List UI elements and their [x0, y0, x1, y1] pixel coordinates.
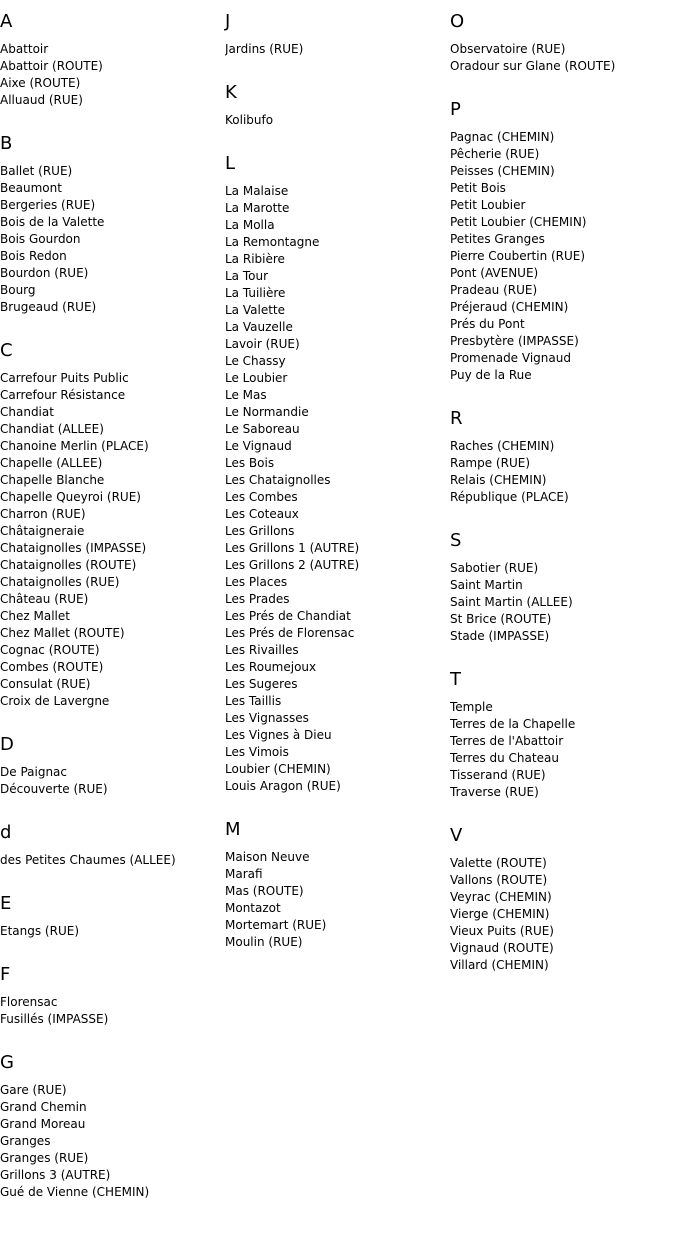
- street-name: La Tuilière: [225, 286, 286, 300]
- street-name: Gué de Vienne (CHEMIN): [0, 1185, 150, 1199]
- street-name: Bourg: [0, 283, 36, 297]
- street-name: Petites Granges: [450, 232, 545, 246]
- street-name: Le Vignaud: [225, 439, 292, 453]
- street-list: [225, 849, 450, 951]
- street-list: [0, 923, 225, 940]
- letter-group: [0, 822, 225, 869]
- street-name: Les Bois: [225, 456, 275, 470]
- street-name: Chapelle Queyroi (RUE): [0, 490, 141, 504]
- street-name: Chataignolles (RUE): [0, 575, 120, 589]
- street-list: [450, 699, 675, 801]
- street-name: La Remontagne: [225, 235, 320, 249]
- street-name: Les Chataignolles: [225, 473, 331, 487]
- street-name: Carrefour Puits Public: [0, 371, 129, 385]
- street-name: Les Roumejoux: [225, 660, 317, 674]
- street-list: [0, 994, 225, 1028]
- street-name: Bois Gourdon: [0, 232, 81, 246]
- street-name: Vignaud (ROUTE): [450, 941, 554, 955]
- street-name: Terres de la Chapelle: [450, 717, 576, 731]
- street-name: Saint Martin: [450, 578, 523, 592]
- street-name: Bergeries (RUE): [0, 198, 96, 212]
- street-name: Les Vignes à Dieu: [225, 728, 332, 742]
- street-name: La Valette: [225, 303, 285, 317]
- street-name: Promenade Vignaud: [450, 351, 571, 365]
- street-list: [450, 129, 675, 384]
- street-list: [0, 370, 225, 710]
- street-name: Chapelle Blanche: [0, 473, 105, 487]
- street-name: Les Prés de Chandiat: [225, 609, 351, 623]
- street-name: Chataignolles (ROUTE): [0, 558, 137, 572]
- street-name: Découverte (RUE): [0, 782, 108, 796]
- letter-heading: O: [450, 11, 465, 32]
- street-name: Les Places: [225, 575, 288, 589]
- street-name: Château (RUE): [0, 592, 89, 606]
- letter-heading: P: [450, 99, 461, 120]
- index-column-1: [0, 0, 225, 1201]
- street-name: De Paignac: [0, 765, 67, 779]
- street-name: Rampe (RUE): [450, 456, 530, 470]
- letter-heading: D: [0, 734, 14, 755]
- street-name: Châtaigneraie: [0, 524, 85, 538]
- letter-group: [450, 669, 675, 801]
- street-name: Combes (ROUTE): [0, 660, 104, 674]
- street-name: République (PLACE): [450, 490, 569, 504]
- street-name: Veyrac (CHEMIN): [450, 890, 552, 904]
- letter-group: [0, 340, 225, 710]
- street-name: Temple: [450, 700, 493, 714]
- street-name: Jardins (RUE): [225, 42, 304, 56]
- street-list: [450, 438, 675, 506]
- street-name: Chanoine Merlin (PLACE): [0, 439, 149, 453]
- street-name: Granges: [0, 1134, 51, 1148]
- street-name: Florensac: [0, 995, 58, 1009]
- street-name: Peisses (CHEMIN): [450, 164, 555, 178]
- letter-heading: J: [225, 11, 231, 32]
- letter-group: [450, 825, 675, 974]
- street-name: Puy de la Rue: [450, 368, 532, 382]
- street-name: Petit Loubier: [450, 198, 526, 212]
- street-name: La Molla: [225, 218, 275, 232]
- street-name: Croix de Lavergne: [0, 694, 110, 708]
- street-name: Raches (CHEMIN): [450, 439, 555, 453]
- letter-heading: B: [0, 133, 13, 154]
- street-name: Alluaud (RUE): [0, 93, 83, 107]
- letter-heading: R: [450, 408, 463, 429]
- street-name: Chez Mallet: [0, 609, 70, 623]
- street-name: Pêcherie (RUE): [450, 147, 540, 161]
- street-name: Valette (ROUTE): [450, 856, 547, 870]
- letter-group: [0, 893, 225, 940]
- street-name: Consulat (RUE): [0, 677, 91, 691]
- street-name: Grillons 3 (AUTRE): [0, 1168, 111, 1182]
- street-name: Presbytère (IMPASSE): [450, 334, 579, 348]
- street-name: Sabotier (RUE): [450, 561, 539, 575]
- street-name: Carrefour Résistance: [0, 388, 126, 402]
- street-list: [0, 1082, 225, 1201]
- letter-group: [225, 153, 450, 795]
- street-name: Vallons (ROUTE): [450, 873, 548, 887]
- street-name: Petit Loubier (CHEMIN): [450, 215, 587, 229]
- street-list: [450, 855, 675, 974]
- letter-group: [0, 133, 225, 316]
- street-name: Granges (RUE): [0, 1151, 89, 1165]
- street-name: Le Loubier: [225, 371, 288, 385]
- street-list: [450, 41, 675, 75]
- street-name: Grand Chemin: [0, 1100, 87, 1114]
- street-name: La Ribière: [225, 252, 285, 266]
- street-list: [0, 41, 225, 109]
- street-name: Aixe (ROUTE): [0, 76, 81, 90]
- street-name: Mortemart (RUE): [225, 918, 327, 932]
- street-name: Vierge (CHEMIN): [450, 907, 550, 921]
- street-name: Chataignolles (IMPASSE): [0, 541, 147, 555]
- street-name: Les Prades: [225, 592, 290, 606]
- street-name: Les Prés de Florensac: [225, 626, 355, 640]
- street-name: Chandiat (ALLEE): [0, 422, 104, 436]
- letter-heading: T: [450, 669, 461, 690]
- letter-heading: G: [0, 1052, 14, 1073]
- street-name: Chapelle (ALLEE): [0, 456, 103, 470]
- letter-group: [0, 734, 225, 798]
- street-name: Les Rivailles: [225, 643, 299, 657]
- street-name: Saint Martin (ALLEE): [450, 595, 573, 609]
- letter-group: [225, 819, 450, 951]
- street-name: Petit Bois: [450, 181, 506, 195]
- street-name: Tisserand (RUE): [450, 768, 546, 782]
- street-name: Charron (RUE): [0, 507, 86, 521]
- street-list: [225, 112, 450, 129]
- street-name: Montazot: [225, 901, 281, 915]
- street-name: Chez Mallet (ROUTE): [0, 626, 125, 640]
- street-name: Traverse (RUE): [450, 785, 539, 799]
- street-list: [225, 41, 450, 58]
- street-name: La Tour: [225, 269, 269, 283]
- street-name: Les Coteaux: [225, 507, 299, 521]
- letter-heading: C: [0, 340, 13, 361]
- street-list: [0, 163, 225, 316]
- street-name: Les Combes: [225, 490, 298, 504]
- street-name: Oradour sur Glane (ROUTE): [450, 59, 616, 73]
- street-name: Pont (AVENUE): [450, 266, 539, 280]
- letter-heading: E: [0, 893, 12, 914]
- street-name: Le Normandie: [225, 405, 309, 419]
- street-name: Les Grillons 1 (AUTRE): [225, 541, 360, 555]
- street-name: La Marotte: [225, 201, 290, 215]
- street-name: Les Vimois: [225, 745, 289, 759]
- street-name: Pagnac (CHEMIN): [450, 130, 555, 144]
- letter-heading: M: [225, 819, 241, 840]
- street-name: Etangs (RUE): [0, 924, 79, 938]
- street-name: Relais (CHEMIN): [450, 473, 547, 487]
- street-name: Les Sugeres: [225, 677, 298, 691]
- street-name: Fusillés (IMPASSE): [0, 1012, 109, 1026]
- street-name: Marafi: [225, 867, 263, 881]
- street-name: Villard (CHEMIN): [450, 958, 549, 972]
- letter-heading: A: [0, 11, 13, 32]
- letter-group: [450, 99, 675, 384]
- street-name: Abattoir (ROUTE): [0, 59, 103, 73]
- street-name: Stade (IMPASSE): [450, 629, 550, 643]
- street-list: [225, 183, 450, 795]
- street-name: Bois Redon: [0, 249, 67, 263]
- street-name: Loubier (CHEMIN): [225, 762, 331, 776]
- street-name: Mas (ROUTE): [225, 884, 304, 898]
- street-name: Lavoir (RUE): [225, 337, 300, 351]
- street-name: La Vauzelle: [225, 320, 293, 334]
- letter-heading: F: [0, 964, 11, 985]
- letter-group: [450, 408, 675, 506]
- street-name: Le Mas: [225, 388, 267, 402]
- street-name: Bois de la Valette: [0, 215, 105, 229]
- street-name: Maison Neuve: [225, 850, 310, 864]
- street-name: Terres du Chateau: [450, 751, 559, 765]
- street-name: Pierre Coubertin (RUE): [450, 249, 586, 263]
- street-name: Cognac (ROUTE): [0, 643, 100, 657]
- street-name: St Brice (ROUTE): [450, 612, 552, 626]
- street-name: Gare (RUE): [0, 1083, 67, 1097]
- street-name: La Malaise: [225, 184, 289, 198]
- letter-group: [0, 11, 225, 109]
- letter-group: [0, 1052, 225, 1201]
- street-name: Kolibufo: [225, 113, 274, 127]
- street-name: Abattoir: [0, 42, 49, 56]
- letter-heading: L: [225, 153, 236, 174]
- street-name: Préjeraud (CHEMIN): [450, 300, 569, 314]
- street-name: Les Vignasses: [225, 711, 309, 725]
- street-name: Le Saboreau: [225, 422, 300, 436]
- street-name: Pradeau (RUE): [450, 283, 538, 297]
- street-name: Le Chassy: [225, 354, 286, 368]
- street-name: Bourdon (RUE): [0, 266, 89, 280]
- letter-group: [450, 11, 675, 75]
- street-name: Beaumont: [0, 181, 62, 195]
- street-name: des Petites Chaumes (ALLEE): [0, 853, 176, 867]
- letter-heading: S: [450, 530, 462, 551]
- index-column-3: [450, 0, 675, 974]
- street-name: Grand Moreau: [0, 1117, 86, 1131]
- letter-heading: K: [225, 82, 237, 103]
- street-name: Vieux Puits (RUE): [450, 924, 554, 938]
- letter-group: [0, 964, 225, 1028]
- letter-group: [225, 11, 450, 58]
- letter-heading: d: [0, 822, 12, 843]
- street-name: Observatoire (RUE): [450, 42, 566, 56]
- street-list: [450, 560, 675, 645]
- index-column-2: [225, 0, 450, 951]
- letter-group: [450, 530, 675, 645]
- street-list: [0, 852, 225, 869]
- street-name: Les Taillis: [225, 694, 282, 708]
- street-name: Chandiat: [0, 405, 54, 419]
- letter-heading: V: [450, 825, 463, 846]
- street-name: Prés du Pont: [450, 317, 525, 331]
- street-name: Brugeaud (RUE): [0, 300, 97, 314]
- street-name: Moulin (RUE): [225, 935, 303, 949]
- street-name: Les Grillons: [225, 524, 295, 538]
- street-name: Ballet (RUE): [0, 164, 73, 178]
- street-name: Les Grillons 2 (AUTRE): [225, 558, 360, 572]
- street-name: Terres de l'Abattoir: [450, 734, 564, 748]
- letter-group: [225, 82, 450, 129]
- street-name: Louis Aragon (RUE): [225, 779, 341, 793]
- street-list: [0, 764, 225, 798]
